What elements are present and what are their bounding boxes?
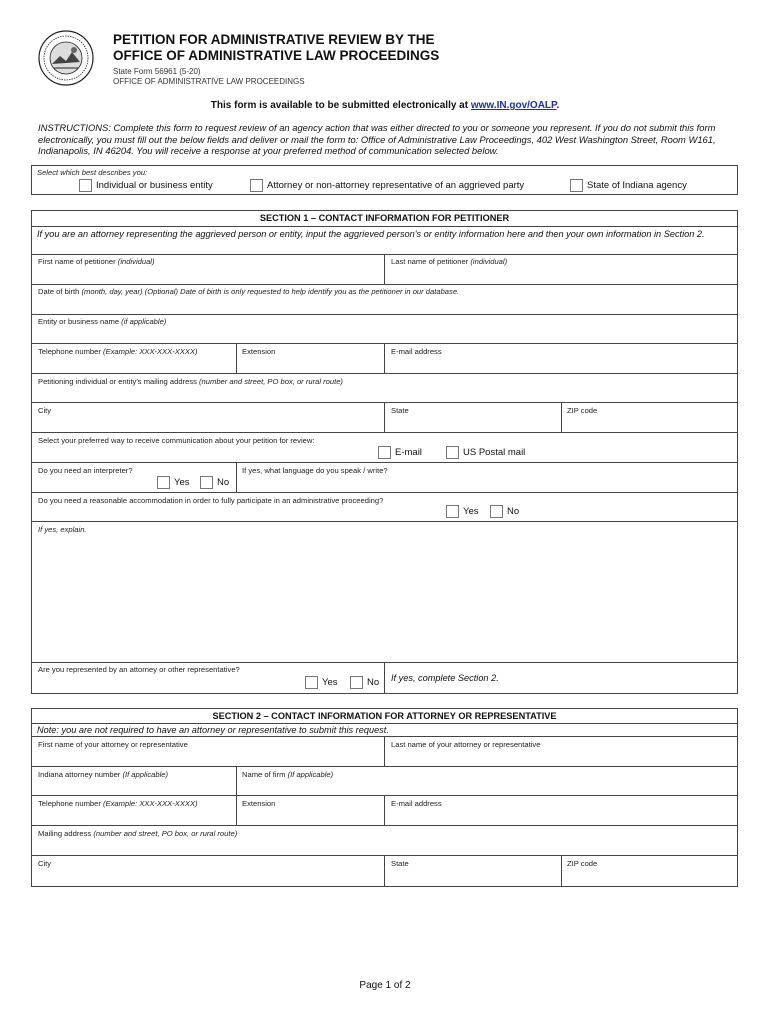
language-input[interactable]	[242, 476, 731, 490]
availability-line: This form is available to be submitted electronically at www.IN.gov/OALP.	[210, 100, 560, 111]
checkbox[interactable]	[378, 446, 391, 459]
email-input[interactable]	[391, 357, 731, 371]
phone-label: Telephone number (Example: XXX-XXX-XXXX)	[38, 347, 198, 356]
state-label: State	[391, 406, 409, 415]
agency-name: OFFICE OF ADMINISTRATIVE LAW PROCEEDINGS	[113, 77, 305, 86]
checkbox[interactable]	[250, 179, 263, 192]
interpreter-no[interactable]: No	[200, 476, 229, 489]
state-seal-icon	[38, 30, 94, 86]
last-name-input[interactable]	[391, 266, 731, 282]
section2-note: Note: you are not required to have an attorney or representative to submit this request.	[37, 725, 389, 735]
checkbox[interactable]	[446, 505, 459, 518]
first-name-input[interactable]	[38, 266, 378, 282]
describe-box	[31, 165, 738, 195]
preference-label: Select your preferred way to receive communication about your petition for review:	[38, 436, 315, 445]
firm-label: Name of firm (If applicable)	[242, 770, 334, 779]
rep-state-input[interactable]	[391, 869, 555, 883]
option-state-agency[interactable]: State of Indiana agency	[570, 179, 687, 192]
rep-extension-input[interactable]	[242, 809, 378, 823]
rep-email-input[interactable]	[391, 809, 731, 823]
address-label: Petitioning individual or entity's mailing address (number and street, PO box, or rural route)	[38, 377, 343, 386]
rep-first-name-label: First name of your attorney or representative	[38, 740, 188, 749]
checkbox[interactable]	[305, 676, 318, 689]
describe-prompt: Select which best describes you:	[37, 168, 148, 177]
last-name-label: Last name of petitioner (individual)	[391, 257, 508, 266]
email-label: E-mail address	[391, 347, 442, 356]
rep-phone-label: Telephone number (Example: XXX-XXX-XXXX)	[38, 799, 198, 808]
page-number: Page 1 of 2	[359, 980, 411, 991]
instructions: INSTRUCTIONS: Complete this form to request review of an agency action that was either directed to you or someone you represent. If you do not submit this form electronically, you must fill out the below fields and deliver or mail the form to: Office of Administrative Law Proceedings, 402 West Washington Street, Room W161, Indianapolis, IN 46204. You will receive a response at your preferred method of communication selected below.	[38, 122, 716, 156]
represented-yes[interactable]: Yes	[305, 676, 338, 689]
rep-zip-input[interactable]	[567, 869, 731, 883]
rep-address-label: Mailing address (number and street, PO box, or rural route)	[38, 829, 238, 838]
checkbox[interactable]	[79, 179, 92, 192]
checkbox[interactable]	[157, 476, 170, 489]
represented-label: Are you represented by an attorney or other representative?	[38, 665, 240, 674]
zip-input[interactable]	[567, 416, 731, 430]
checkbox[interactable]	[570, 179, 583, 192]
city-input[interactable]	[38, 416, 378, 430]
accommodation-no[interactable]: No	[490, 505, 519, 518]
attorney-number-input[interactable]	[38, 780, 230, 794]
first-name-label: First name of petitioner (individual)	[38, 257, 155, 266]
section2-heading: SECTION 2 – CONTACT INFORMATION FOR ATTORNEY OR REPRESENTATIVE	[212, 711, 557, 721]
rep-city-label: City	[38, 859, 52, 868]
form-subtitle	[113, 67, 305, 87]
oalp-link[interactable]: www.IN.gov/OALP	[470, 100, 557, 111]
dob-label: Date of birth (month, day, year) (Optional) Date of birth is only requested to help identify you as the petitioner in our database.	[38, 287, 460, 296]
interpreter-label: Do you need an interpreter?	[38, 466, 133, 475]
pref-email-option[interactable]: E-mail	[378, 446, 422, 459]
checkbox[interactable]	[490, 505, 503, 518]
zip-label: ZIP code	[567, 406, 598, 415]
entity-input[interactable]	[38, 327, 728, 343]
address-input[interactable]	[38, 387, 728, 401]
checkbox[interactable]	[350, 676, 363, 689]
section1-note: If you are an attorney representing the aggrieved person or entity, input the aggrieved person's or entity information here and then your own information in Section 2.	[37, 229, 705, 239]
form-number: State Form 56961 (5-20)	[113, 67, 201, 76]
option-individual[interactable]: Individual or business entity	[79, 179, 213, 192]
attorney-number-label: Indiana attorney number (If applicable)	[38, 770, 169, 779]
phone-input[interactable]	[38, 357, 230, 371]
rep-phone-input[interactable]	[38, 809, 230, 823]
firm-input[interactable]	[242, 780, 731, 794]
accommodation-label: Do you need a reasonable accommodation in order to fully participate in an administrative proceeding?	[38, 496, 384, 505]
rep-address-input[interactable]	[38, 839, 728, 853]
pref-mail-option[interactable]: US Postal mail	[446, 446, 525, 459]
dob-input[interactable]	[38, 297, 728, 313]
section1-heading: SECTION 1 – CONTACT INFORMATION FOR PETITIONER	[259, 213, 510, 223]
rep-email-label: E-mail address	[391, 799, 442, 808]
rep-state-label: State	[391, 859, 409, 868]
rep-extension-label: Extension	[242, 799, 276, 808]
entity-label: Entity or business name (if applicable)	[38, 317, 167, 326]
rep-last-name-label: Last name of your attorney or representative	[391, 740, 541, 749]
checkbox[interactable]	[446, 446, 459, 459]
extension-input[interactable]	[242, 357, 378, 371]
extension-label: Extension	[242, 347, 276, 356]
explain-textarea[interactable]	[38, 536, 728, 660]
city-label: City	[38, 406, 52, 415]
interpreter-yes[interactable]: Yes	[157, 476, 190, 489]
explain-label: If yes, explain.	[38, 525, 87, 534]
rep-last-name-input[interactable]	[391, 750, 731, 764]
state-input[interactable]	[391, 416, 555, 430]
represented-no[interactable]: No	[350, 676, 379, 689]
rep-first-name-input[interactable]	[38, 750, 378, 764]
rep-city-input[interactable]	[38, 869, 378, 883]
form-title: PETITION FOR ADMINISTRATIVE REVIEW BY THE OFFICE OF ADMINISTRATIVE LAW PROCEEDINGS	[113, 32, 440, 63]
rep-zip-label: ZIP code	[567, 859, 598, 868]
language-label: If yes, what language do you speak / write?	[242, 466, 388, 475]
checkbox[interactable]	[200, 476, 213, 489]
option-attorney[interactable]: Attorney or non-attorney representative of an aggrieved party	[250, 179, 524, 192]
represented-note: If yes, complete Section 2.	[391, 673, 499, 683]
accommodation-yes[interactable]: Yes	[446, 505, 479, 518]
